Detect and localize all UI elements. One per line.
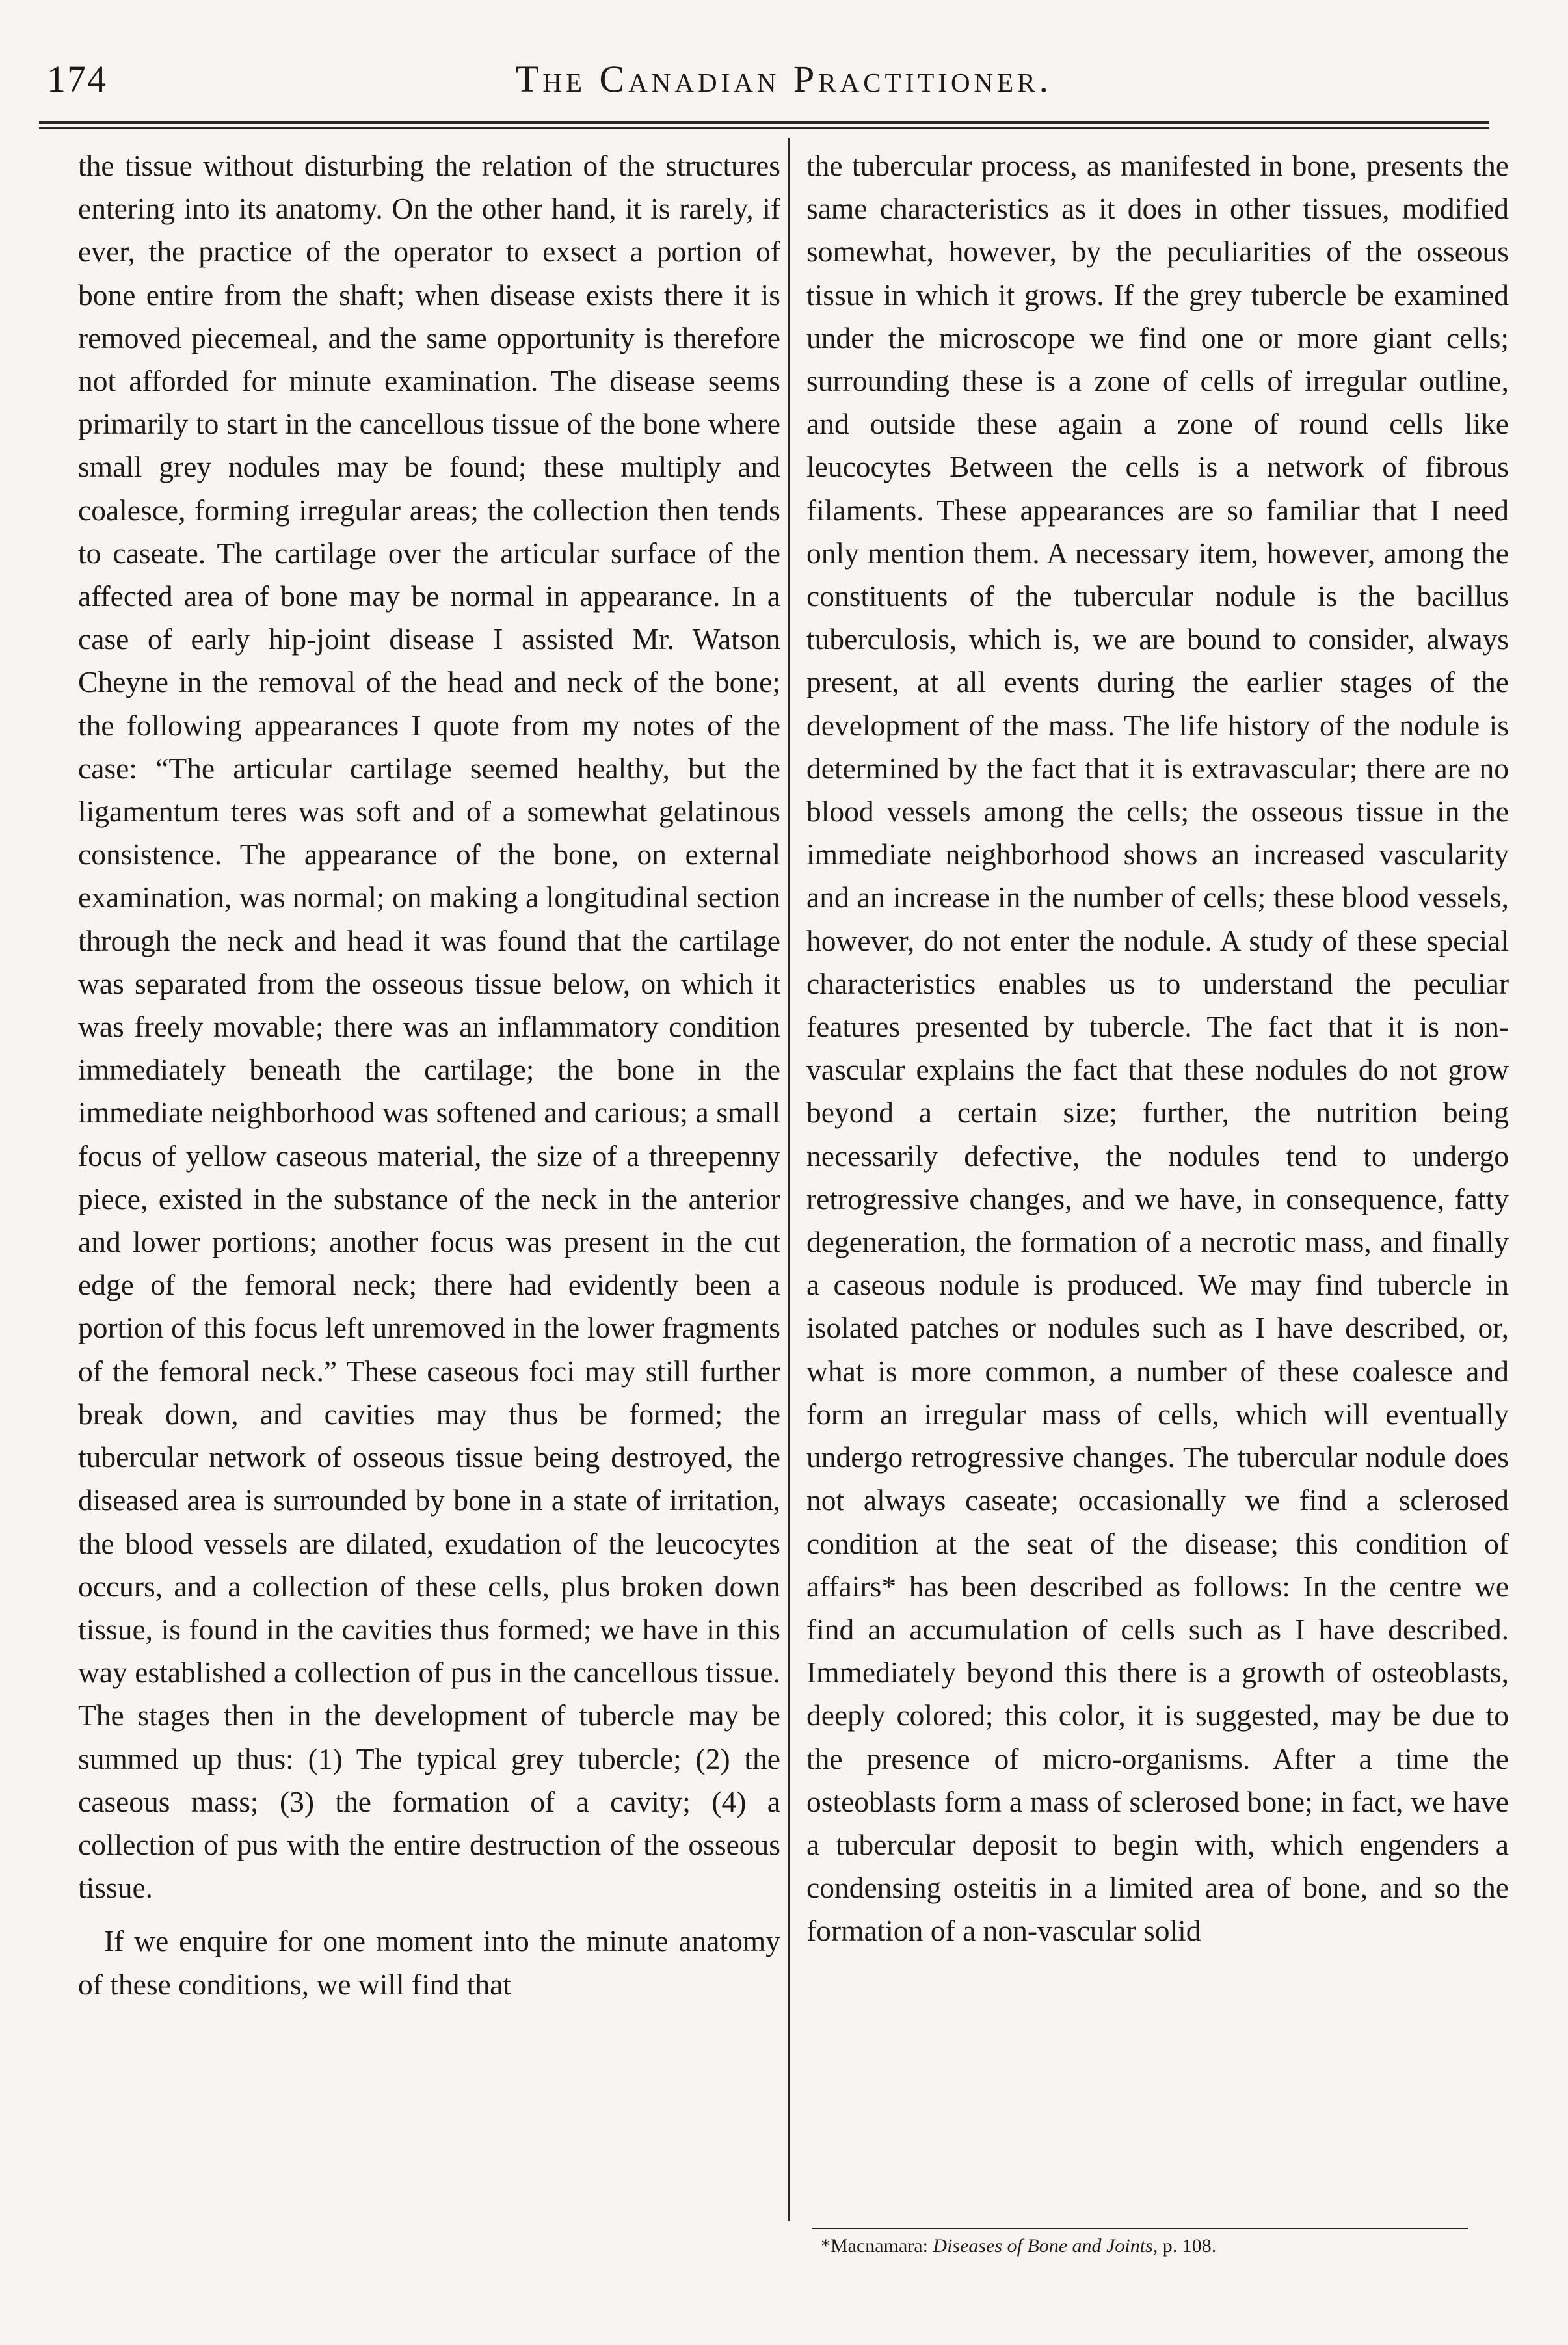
footnote-title: Diseases of Bone and Joints, <box>933 2235 1158 2257</box>
footnote <box>821 2233 1216 2259</box>
header-rule <box>39 121 1489 124</box>
column-divider <box>788 138 790 2221</box>
footnote-page: p. 108. <box>1162 2235 1217 2257</box>
left-column <box>78 144 780 2006</box>
right-column <box>806 144 1509 1953</box>
right-paragraph-1: the tubercular process, as manifested in bone, presents the same characteristics as it does in other tissues, modified somewhat, however, by the peculiarities of the osseous tissue in which it grows. If the grey tubercle be examined under the microscope we find one or more giant cells; surrounding these is a zone of cells of irregular outline, and outside these again a zone of round cells like leucocytes Between the cells is a network of fibrous filaments. These appearances are so familiar that I need only mention them. A necessary item, however, among the constituents of the tubercular nodule is the bacillus tuberculosis, which is, we are bound to consider, always present, at all events during the earlier stages of the development of the mass. The life history of the nodule is determined by the fact that it is extravascular; there are no blood vessels among the cells; the osseous tissue in the immediate neighborhood shows an increased vascularity and an increase in the number of cells; these blood vessels, however, do not enter the nodule. A study of these special characteristics enables us to understand the peculiar features presented by tubercle. The fact that it is non-vascular explains the fact that these nodules do not grow beyond a certain size; further, the nutrition being necessarily defective, the nodules tend to undergo retrogressive changes, and we have, in consequence, fatty degeneration, the formation of a necrotic mass, and finally a caseous nodule is produced. We may find tubercle in isolated patches or nodules such as I have described, or, what is more common, a number of these coalesce and form an irregular mass of cells, which will eventually undergo retrogressive changes. The tubercular nodule does not always caseate; occasionally we find a sclerosed condition at the seat of the disease; this condition of affairs* has been described as follows: In the centre we find an accumulation of cells such as I have described. Immediately beyond this there is a growth of osteoblasts, deeply colored; this color, it is suggested, may be due to the presence of micro-organisms. After a time the osteoblasts form a mass of sclerosed bone; in fact, we have a tubercular deposit to begin with, which engenders a condensing osteitis in a limited area of bone, and so the formation of a non-vascular solid <box>806 149 1509 1948</box>
header-rule-thin <box>39 127 1489 129</box>
footnote-rule <box>812 2228 1468 2229</box>
running-title: The Canadian Practitioner. <box>515 58 1053 100</box>
left-paragraph-2: If we enquire for one moment into the minute anatomy of these conditions, we will find that <box>78 1924 780 2001</box>
left-paragraph-1: the tissue without disturbing the relation of the structures entering into its anatomy. On the other hand, it is rarely, if ever, the practice of the operator to exsect a portion of bone entire from the shaft; when disease exists there it is removed piecemeal, and the same opportunity is therefore not afforded for minute examination. The disease seems primarily to start in the cancellous tissue of the bone where small grey nodules may be found; these multiply and coalesce, forming irregular areas; the collection then tends to caseate. The cartilage over the articular surface of the affected area of bone may be normal in appearance. In a case of early hip-joint disease I assisted Mr. Watson Cheyne in the removal of the head and neck of the bone; the following appearances I quote from my notes of the case: “The articular cartilage seemed healthy, but the ligamentum teres was soft and of a somewhat gelatinous consistence. The appearance of the bone, on external examination, was normal; on making a longitudinal section through the neck and head it was found that the cartilage was separated from the osseous tissue below, on which it was freely movable; there was an inflammatory condition immediately beneath the cartilage; the bone in the immediate neighborhood was softened and carious; a small focus of yellow caseous material, the size of a threepenny piece, existed in the substance of the neck in the anterior and lower portions; another focus was present in the cut edge of the femoral neck; there had evidently been a portion of this focus left unremoved in the lower fragments of the femoral neck.” These caseous foci may still further break down, and cavities may thus be formed; the tubercular network of osseous tissue being destroyed, the diseased area is surrounded by bone in a state of irritation, the blood vessels are dilated, exudation of the leucocytes occurs, and a collection of these cells, plus broken down tissue, is found in the cavities thus formed; we have in this way established a collection of pus in the cancellous tissue. The stages then in the development of tubercle may be summed up thus: (1) The typical grey tubercle; (2) the caseous mass; (3) the formation of a cavity; (4) a collection of pus with the entire destruction of the osseous tissue. <box>78 149 780 1905</box>
page-number: 174 <box>47 58 107 100</box>
footnote-author: *Macnamara: <box>821 2235 928 2257</box>
